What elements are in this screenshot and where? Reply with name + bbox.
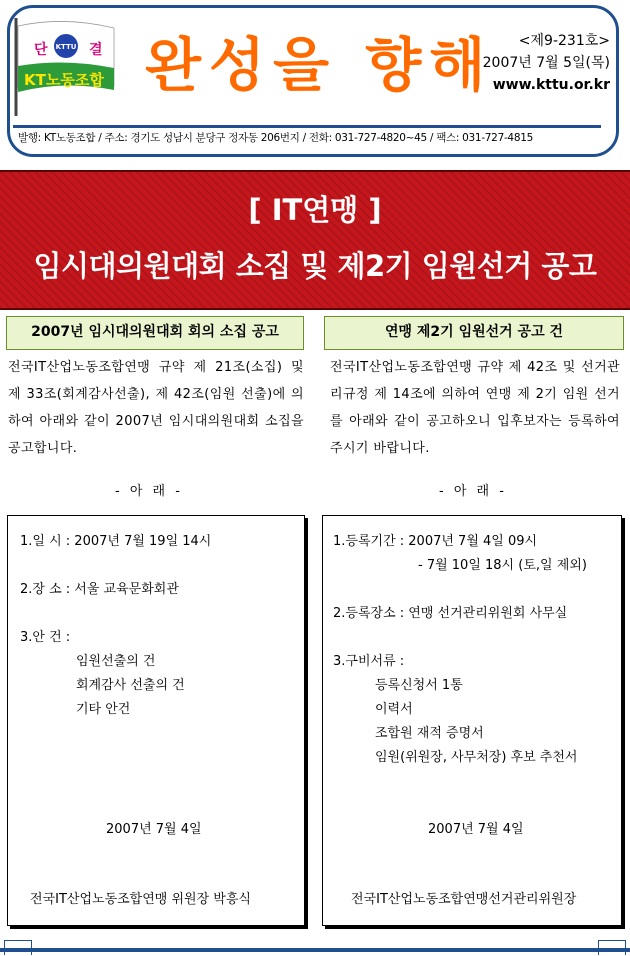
issue-date: 2007년 7월 5일(목): [482, 55, 610, 71]
right-signer: 전국IT산업노동조합연맹선거관리위원장: [351, 892, 577, 907]
document-item: 조합원 재적 증명서: [375, 726, 484, 741]
flag-band-text: KT노동조합: [24, 71, 104, 89]
agenda-item: 임원선출의 건: [76, 654, 156, 669]
headline-banner: [0, 170, 630, 310]
flag-badge: KTTU: [55, 43, 77, 51]
agenda-item: 기타 안건: [76, 702, 131, 717]
website-link[interactable]: www.kttu.or.kr: [492, 77, 610, 93]
right-column-heading: 연맹 제2기 임원선거 공고 건: [324, 316, 624, 350]
footer-divider: [0, 948, 630, 952]
document-item: 이력서: [375, 702, 413, 717]
meeting-place: 2.장 소 : 서울 교육문화회관: [20, 582, 179, 597]
registration-period-end: - 7월 10일 18시 (토,일 제외): [418, 558, 587, 573]
meeting-date: 1.일 시 : 2007년 7월 19일 14시: [20, 534, 212, 549]
registration-place: 2.등록장소 : 연맹 선거관리위원회 사무실: [333, 606, 568, 621]
documents-label: 3.구비서류 :: [333, 654, 405, 669]
left-sign-date: 2007년 7월 4일: [106, 822, 202, 837]
document-item: 임원(위원장, 사무처장) 후보 추천서: [375, 750, 578, 765]
masthead-divider: [13, 125, 601, 128]
agenda-label: 3.안 건 :: [20, 630, 71, 645]
left-details-box: [7, 515, 305, 926]
kt-union-flag-logo: [14, 16, 118, 116]
flag-text-left: 단: [34, 42, 48, 58]
right-details-box: [322, 515, 622, 926]
banner-org: [ IT연맹 ]: [248, 193, 382, 227]
banner-headline: 임시대의원대회 소집 및 제2기 임원선거 공고: [33, 249, 597, 283]
right-below-label: - 아 래 -: [439, 484, 507, 499]
right-sign-date: 2007년 7월 4일: [428, 822, 524, 837]
registration-period: 1.등록기간 : 2007년 7월 4일 09시: [333, 534, 538, 549]
left-signer: 전국IT산업노동조합연맹 위원장 박흥식: [30, 892, 251, 907]
left-notice-paragraph: 전국IT산업노동조합연맹 규약 제 21조(소집) 및 제 33조(회계감사선출), 제 42조(임원 선출)에 의하여 아래와 같이 2007년 임시대의원대회 소집을 공고합니다.: [8, 360, 304, 456]
left-column-heading: 2007년 임시대의원대회 회의 소집 공고: [6, 316, 304, 350]
right-notice-paragraph: 전국IT산업노동조합연맹 규약 제 42조 및 선거관리규정 제 14조에 의하여 연맹 제 2기 임원 선거를 아래와 같이 공고하오니 입후보자는 등록하여 주시기 바랍니다.: [330, 360, 620, 456]
document-item: 등록신청서 1통: [375, 678, 463, 693]
left-below-label: - 아 래 -: [115, 484, 183, 499]
issue-number: <제9-231호>: [518, 33, 610, 49]
issue-info: [483, 30, 610, 96]
agenda-item: 회계감사 선출의 건: [76, 678, 185, 693]
newsletter-title: 완성을 향해: [145, 31, 494, 99]
publication-info: 발행: KT노동조합 / 주소: 경기도 성남시 분당구 정자동 206번지 / 전화: 031-727-4820~45 / 팩스: 031-727-4815: [18, 132, 533, 144]
flag-text-right: 결: [89, 42, 103, 58]
